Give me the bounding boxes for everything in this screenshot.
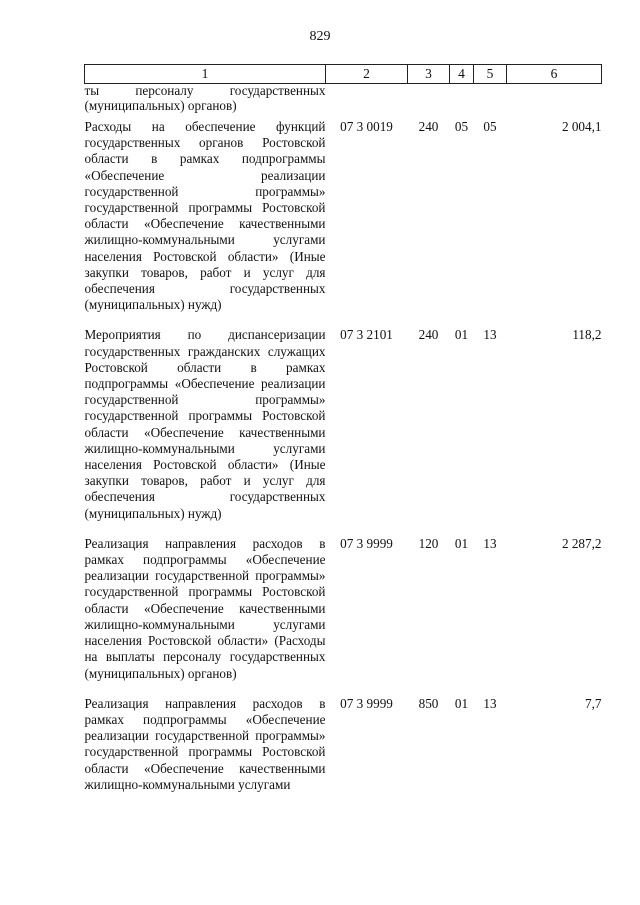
table-row: [85, 690, 602, 801]
row-section: 01: [454, 695, 469, 711]
budget-table: [84, 64, 602, 801]
row-subsection: 13: [483, 535, 497, 551]
row-description: Реализация направления расходов в рамках подпрограммы «Обеспечение реализации государственной программы» государственной программы Ростовской области «Обеспечение качественными жилищно-коммунальными услугами: [84, 695, 326, 792]
page-number: 829: [309, 29, 331, 44]
row-expense-type: 850: [418, 695, 439, 711]
row-description: Мероприятия по диспансеризации государственных гражданских служащих Ростовской области в рамках подпрограммы «Обеспечение реализации государственной программы» государственной программы Ростовской области «Обеспечение качественными жилищно-коммунальными услугами населения Ростовской области» (Иные закупки товаров, работ и услуг для обеспечения государственных (муниципальных) нужд): [84, 327, 326, 521]
row-expense-type: 120: [418, 535, 439, 551]
continuation-text: ты персоналу государственных (муниципальных) органов): [84, 83, 326, 113]
row-amount: 118,2: [572, 327, 602, 343]
continuation-row: [85, 84, 602, 114]
row-target-code: 07 3 9999: [340, 695, 393, 711]
table-row: [85, 321, 602, 529]
header-row: [85, 65, 602, 84]
row-subsection: 13: [483, 695, 497, 711]
row-target-code: 07 3 0019: [340, 119, 393, 134]
row-subsection: 13: [483, 327, 497, 343]
row-subsection: 05: [483, 119, 497, 134]
row-amount: 2 004,1: [561, 119, 602, 134]
header-col-1: 1: [85, 65, 326, 84]
row-target-code: 07 3 9999: [340, 535, 393, 551]
header-col-4: 4: [450, 65, 474, 84]
row-amount: 2 287,2: [561, 535, 602, 551]
header-col-5: 5: [474, 65, 507, 84]
row-section: 05: [454, 119, 469, 134]
table-row: [85, 113, 602, 321]
header-col-6: 6: [507, 65, 602, 84]
header-col-2: 2: [326, 65, 408, 84]
row-description: Расходы на обеспечение функций государственных органов Ростовской области в рамках подпрограммы «Обеспечение реализации государственной программы» государственной программы Ростовской области «Обеспечение качественными жилищно-коммунальными услугами населения Ростовской области» (Иные закупки товаров, работ и услуг для обеспечения государственных (муниципальных) нужд): [84, 119, 326, 313]
row-section: 01: [454, 327, 469, 343]
row-target-code: 07 3 2101: [340, 327, 393, 343]
row-expense-type: 240: [418, 327, 439, 343]
row-section: 01: [454, 535, 469, 551]
row-description: Реализация направления расходов в рамках подпрограммы «Обеспечение реализации государственной программы» государственной программы Ростовской области «Обеспечение качественными жилищно-коммунальными услугами населения Ростовской области» (Расходы на выплаты персоналу государственных (муниципальных) органов): [84, 535, 326, 681]
table-row: [85, 530, 602, 690]
header-col-3: 3: [408, 65, 450, 84]
row-amount: 7,7: [585, 695, 602, 711]
row-expense-type: 240: [418, 119, 439, 134]
